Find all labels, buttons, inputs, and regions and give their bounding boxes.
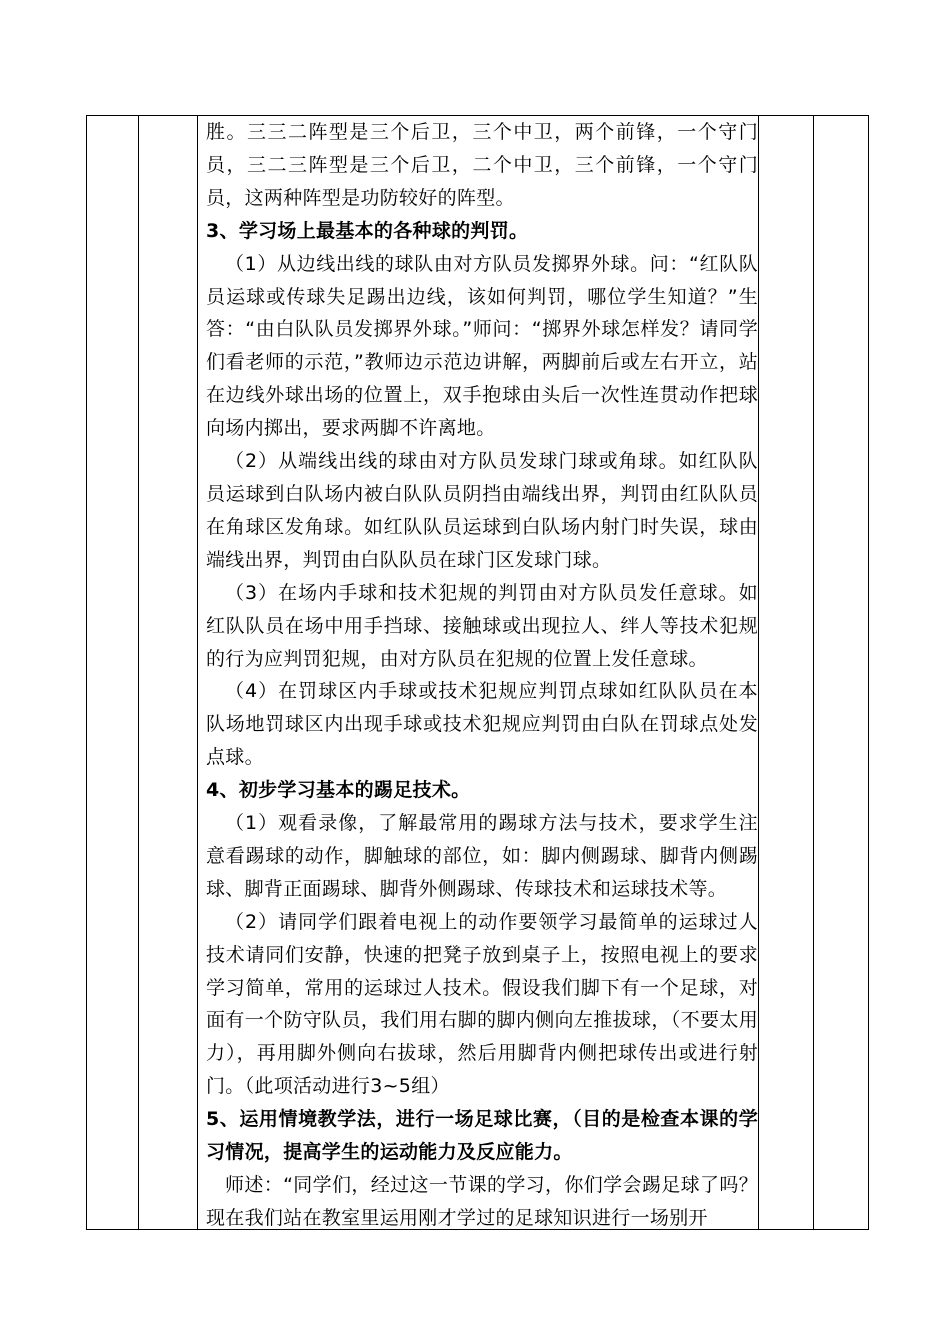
empty-column-1 <box>87 116 139 1230</box>
paragraph: （1）观看录像，了解最常用的踢球方法与技术，要求学生注意看踢球的动作，脚触球的部位，如：脚内侧踢球、脚背内侧踢球、脚背正面踢球、脚背外侧踢球、传球技术和运球技术等。 <box>206 812 758 900</box>
content-body <box>198 116 758 1229</box>
paragraph: （2）请同学们跟着电视上的动作要领学习最简单的运球过人技术请同们安静，快速的把凳子放到桌子上，按照电视上的要求学习简单，常用的运球过人技术。假设我们脚下有一个足球，对面有一个防守队员，我们用右脚的脚内侧向左推拔球，（不要太用力），再用脚外侧向右拔球，然后用脚背内侧把球传出或进行射门。（此项活动进行3~5组） <box>206 910 758 1098</box>
empty-column-2 <box>139 116 198 1230</box>
paragraph: 师述：“同学们，经过这一节课的学习，你们学会踢足球了吗？现在我们站在教室里运用刚才学过的足球知识进行一场别开 <box>206 1174 758 1229</box>
section-heading: 5、运用情境教学法，进行一场足球比赛，（目的是检查本课的学习情况，提高学生的运动能力及反应能力。 <box>206 1108 758 1164</box>
table-row <box>87 116 869 1230</box>
paragraph: （4）在罚球区内手球或技术犯规应判罚点球如红队队员在本队场地罚球区内出现手球或技术犯规应判罚由白队在罚球点处发点球。 <box>206 680 758 769</box>
empty-column-5 <box>814 116 869 1230</box>
paragraph: （1）从边线出线的球队由对方队员发掷界外球。问：“红队队员运球或传球失足踢出边线，该如何判罚，哪位学生知道？”生答：“由白队队员发掷界外球。”师问：“掷界外球怎样发？请同学们看老师的示范，”教师边示范边讲解，两脚前后或左右开立，站在边线外球出场的位置上，双手抱球由头后一次性连贯动作把球向场内掷出，要求两脚不许离地。 <box>206 252 758 440</box>
content-cell <box>198 116 759 1230</box>
section-heading: 3、学习场上最基本的各种球的判罚。 <box>206 219 529 242</box>
paragraph: （3）在场内手球和技术犯规的判罚由对方队员发任意球。如红队队员在场中用手挡球、接触球或出现拉人、绊人等技术犯规的行为应判罚犯规，由对方队员在犯规的位置上发任意球。 <box>206 581 758 670</box>
paragraph: 胜。三三二阵型是三个后卫，三个中卫，两个前锋，一个守门员，三二三阵型是三个后卫，二个中卫，三个前锋，一个守门员，这两种阵型是功防较好的阵型。 <box>206 121 758 209</box>
lesson-plan-table <box>86 115 869 1230</box>
empty-column-4 <box>759 116 814 1230</box>
section-heading: 4、初步学习基本的踢足技术。 <box>206 779 471 802</box>
paragraph: （2）从端线出线的球由对方队员发球门球或角球。如红队队员运球到白队场内被白队队员阴挡由端线出界，判罚由红队队员在角球区发角球。如红队队员运球到白队场内射门时失误，球由端线出界，判罚由白队队员在球门区发球门球。 <box>206 450 758 571</box>
